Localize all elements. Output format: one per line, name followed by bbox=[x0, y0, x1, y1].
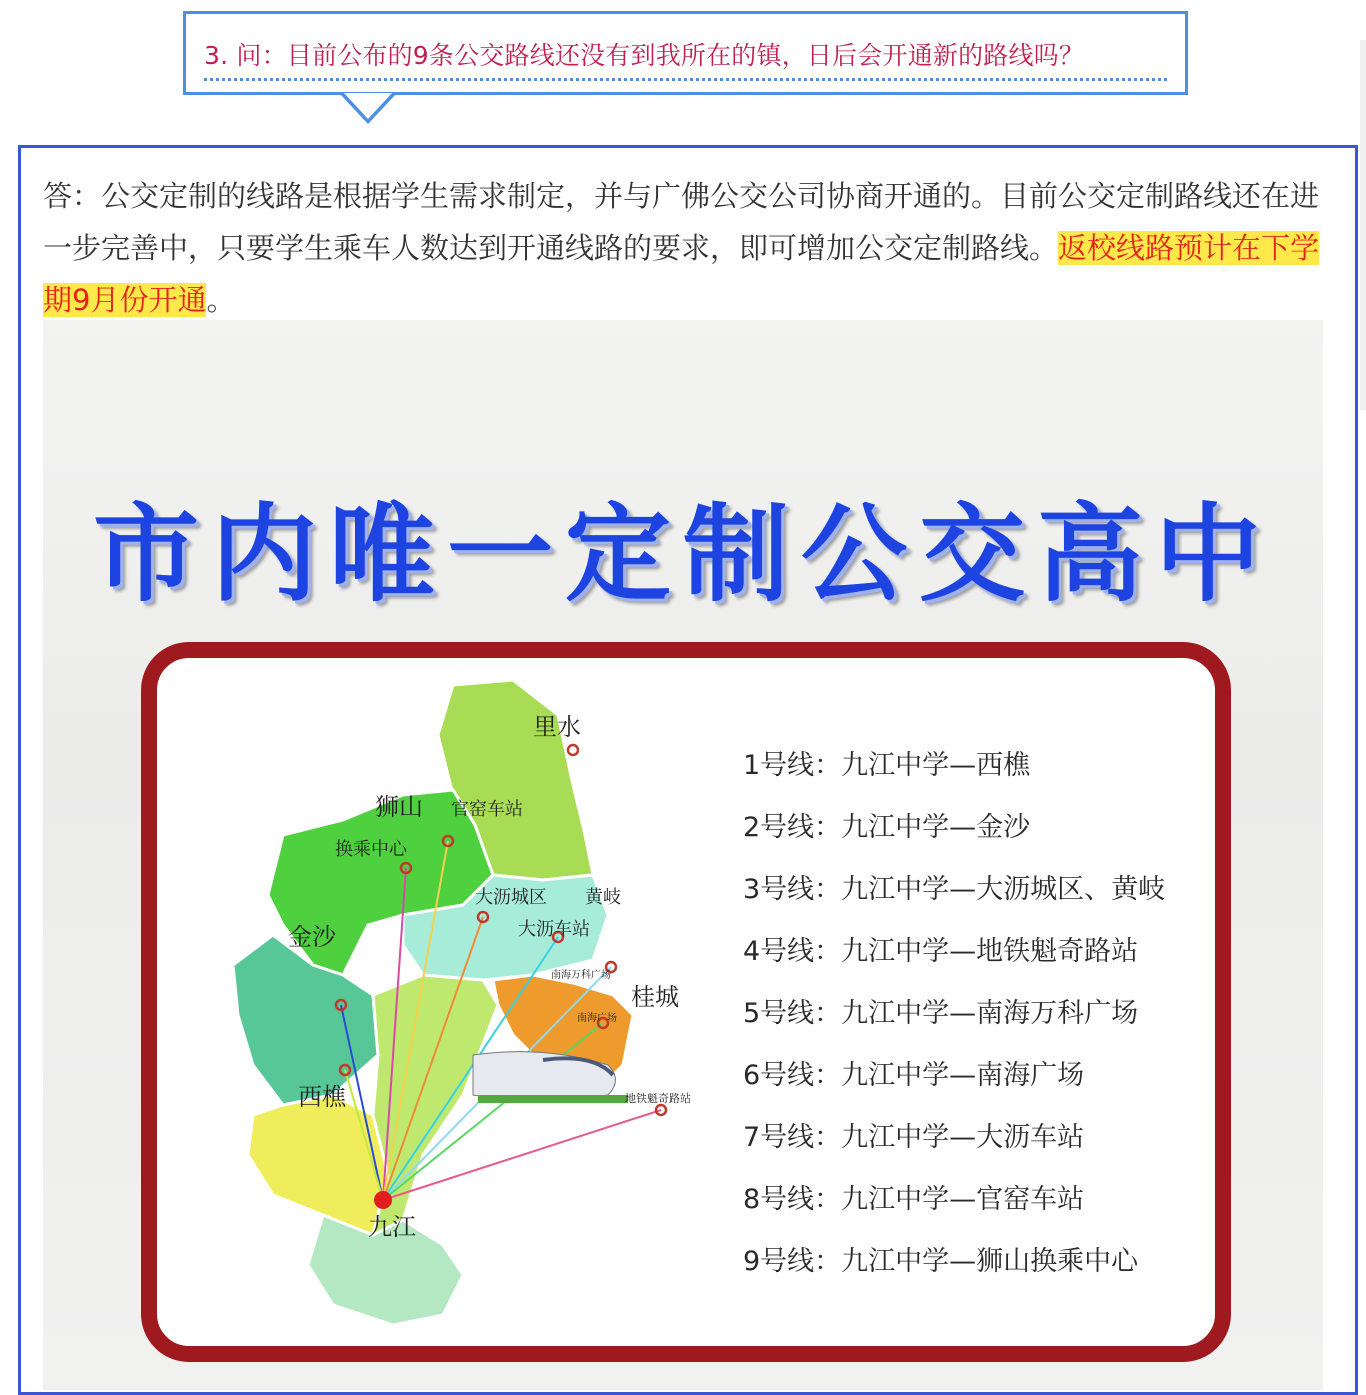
region-middle bbox=[373, 975, 498, 1235]
map-label-xiqiao: 西樵 bbox=[298, 1083, 346, 1111]
scrollbar[interactable] bbox=[1360, 40, 1366, 410]
route-item: 1号线：九江中学—西樵 bbox=[743, 750, 1031, 781]
map-label-dali-station: 大沥车站 bbox=[518, 919, 590, 940]
map-label-huancheng: 换乘中心 bbox=[335, 839, 407, 860]
route-item: 6号线：九江中学—南海广场 bbox=[743, 1060, 1085, 1091]
route-item: 7号线：九江中学—大沥车站 bbox=[743, 1122, 1085, 1153]
answer-text bbox=[43, 170, 1328, 326]
route-item: 2号线：九江中学—金沙 bbox=[743, 812, 1031, 843]
poster-title: 市内唯一定制公交高中 bbox=[93, 493, 1273, 616]
map-label-jiujiang: 九江 bbox=[368, 1213, 416, 1241]
map-label-wanke: 南海万科广场 bbox=[551, 970, 611, 981]
route-item: 4号线：九江中学—地铁魁奇路站 bbox=[743, 936, 1139, 967]
route-item: 3号线：九江中学—大沥城区、黄岐 bbox=[743, 874, 1166, 905]
map-label-kuiqi: 地铁魁奇路站 bbox=[625, 1092, 691, 1105]
map-label-lishui: 里水 bbox=[533, 713, 581, 741]
map-label-huangqi: 黄岐 bbox=[585, 887, 621, 908]
bus-route-poster bbox=[43, 320, 1323, 1390]
answer-highlight: 返校线路预计在下学期9月份开通 bbox=[43, 231, 1320, 317]
map-label-jinsha: 金沙 bbox=[288, 923, 336, 951]
region-xiqiao bbox=[248, 1095, 388, 1235]
map-label-shishan: 狮山 bbox=[375, 793, 423, 821]
question-box bbox=[183, 11, 1188, 95]
answer-body: 答：公交定制的线路是根据学生需求制定，并与广佛公交公司协商开通的。目前公交定制路线还在进一步完善中，只要学生乘车人数达到开通线路的要求，即可增加公交定制路线。 bbox=[43, 179, 1320, 265]
route-item: 9号线：九江中学—狮山换乘中心 bbox=[743, 1246, 1139, 1277]
route-item: 5号线：九江中学—南海万科广场 bbox=[743, 998, 1139, 1029]
map-label-nanhai: 南海广场 bbox=[577, 1013, 617, 1024]
answer-box bbox=[18, 145, 1358, 1395]
route-map bbox=[213, 675, 713, 1325]
route-item: 8号线：九江中学—官窑车站 bbox=[743, 1184, 1085, 1215]
jiujiang-marker bbox=[374, 1191, 392, 1209]
route-list bbox=[743, 735, 1165, 1293]
map-label-guicheng: 桂城 bbox=[631, 983, 679, 1011]
question-text: 3. 问：目前公布的9条公交路线还没有到我所在的镇，日后会开通新的路线吗？ bbox=[204, 36, 1167, 81]
map-label-dali-city: 大沥城区 bbox=[475, 887, 547, 908]
answer-end: 。 bbox=[206, 283, 236, 317]
map-label-guanyao: 官窑车站 bbox=[451, 799, 523, 820]
